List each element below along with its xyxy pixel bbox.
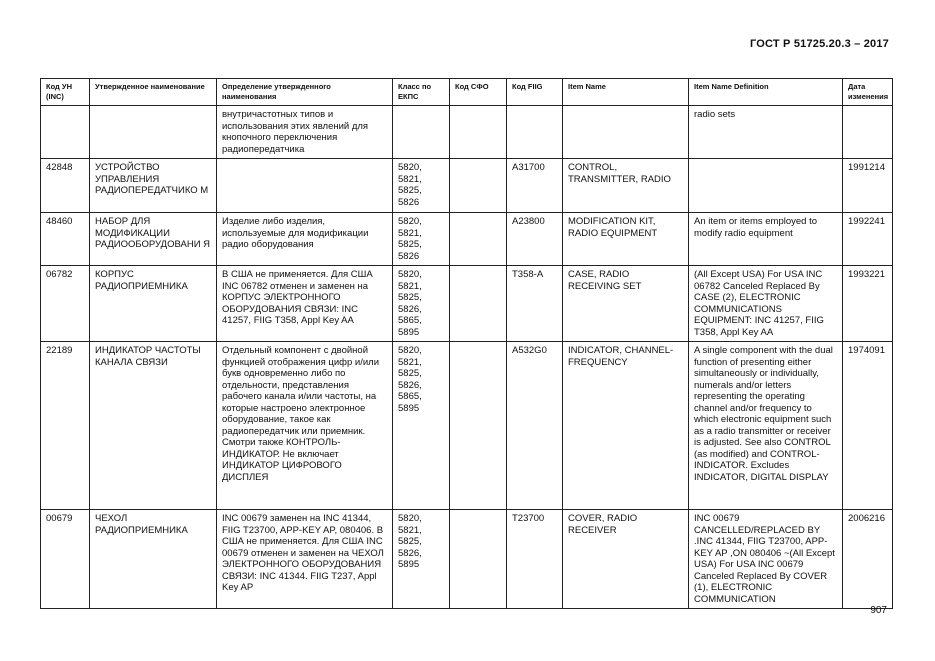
cell-item-name-definition: INC 00679 CANCELLED/REPLACED BY .INC 41344, FIIG T23700, APP-KEY AP ,ON 080406 ~(All Except USA) For USA INC 00679 Canceled Replaced By COVER (1), ELECTRONIC COMMUNICATION bbox=[689, 510, 843, 609]
cell-definition: В США не применяется. Для США INC 06782 отменен и заменен на КОРПУС ЭЛЕКТРОННОГО ОБОРУДОВАНИЯ СВЯЗИ: INC 41257, FIIG T358, Appl Key AA bbox=[217, 266, 393, 342]
header-item-name: Item Name bbox=[563, 79, 689, 106]
cell-definition: внутричастотных типов и использования этих явлений для кнопочного переключения радиопередатчика bbox=[217, 106, 393, 159]
cell-approved-name: ЧЕХОЛ РАДИОПРИЕМНИКА bbox=[90, 510, 217, 609]
cell-fiig-code: T358-A bbox=[507, 266, 563, 342]
cell-sfo-code bbox=[450, 510, 507, 609]
cell-sfo-code bbox=[450, 213, 507, 266]
table-row bbox=[41, 510, 893, 609]
cell-ekps-class: 5820, 5821, 5825, 5826 bbox=[393, 213, 450, 266]
cell-inc-code: 22189 bbox=[41, 342, 90, 510]
cell-inc-code: 06782 bbox=[41, 266, 90, 342]
cell-item-name-definition: An item or items employed to modify radio equipment bbox=[689, 213, 843, 266]
cell-definition: INC 00679 заменен на INC 41344, FIIG T23700, APP-KEY AP, 080406. В США не применяется. Для США INC 00679 отменен и заменен на ЧЕХОЛ ЭЛЕКТРОННОГО ОБОРУДОВАНИЯ СВЯЗИ: INC 41344. FIIG T237, Appl Key AP bbox=[217, 510, 393, 609]
cell-ekps-class bbox=[393, 106, 450, 159]
page-number: 907 bbox=[870, 605, 887, 616]
cell-approved-name: НАБОР ДЛЯ МОДИФИКАЦИИ РАДИООБОРУДОВАНИ Я bbox=[90, 213, 217, 266]
cell-item-name: CONTROL, TRANSMITTER, RADIO bbox=[563, 159, 689, 213]
cell-change-date: 1992241 bbox=[843, 213, 893, 266]
cell-item-name: CASE, RADIO RECEIVING SET bbox=[563, 266, 689, 342]
cell-inc-code: 00679 bbox=[41, 510, 90, 609]
cell-item-name: COVER, RADIO RECEIVER bbox=[563, 510, 689, 609]
header-fiig-code: Код FIIG bbox=[507, 79, 563, 106]
cell-item-name bbox=[563, 106, 689, 159]
table-row bbox=[41, 213, 893, 266]
cell-item-name-definition: (All Except USA) For USA INC 06782 Canceled Replaced By CASE (2), ELECTRONIC COMMUNICATIONS EQUIPMENT: INC 41257, FIIG T358, Appl Key AA bbox=[689, 266, 843, 342]
cell-ekps-class: 5820, 5821, 5825, 5826, 5895 bbox=[393, 510, 450, 609]
cell-inc-code: 48460 bbox=[41, 213, 90, 266]
classification-table bbox=[40, 78, 893, 609]
cell-fiig-code: A532G0 bbox=[507, 342, 563, 510]
cell-item-name: INDICATOR, CHANNEL-FREQUENCY bbox=[563, 342, 689, 510]
header-row bbox=[41, 79, 893, 106]
header-sfo-code: Код СФО bbox=[450, 79, 507, 106]
cell-fiig-code bbox=[507, 106, 563, 159]
cell-change-date: 1991214 bbox=[843, 159, 893, 213]
cell-approved-name bbox=[90, 106, 217, 159]
cell-item-name-definition bbox=[689, 159, 843, 213]
cell-definition: Изделие либо изделия, используемые для модификации радио оборудования bbox=[217, 213, 393, 266]
header-inc-code: Код УН (INC) bbox=[41, 79, 90, 106]
cell-ekps-class: 5820, 5821, 5825, 5826, 5865, 5895 bbox=[393, 342, 450, 510]
cell-change-date: 2006216 bbox=[843, 510, 893, 609]
cell-item-name-definition: A single component with the dual function of presenting either simultaneously or individually, numerals and/or letters representing the operating channel and/or frequency to which electronic equipment such as a radio transmitter or receiver is adjusted. See also CONTROL (as modified) and CONTROL-INDICATOR. Excludes INDICATOR, DIGITAL DISPLAY bbox=[689, 342, 843, 510]
header-item-name-definition: Item Name Definition bbox=[689, 79, 843, 106]
cell-sfo-code bbox=[450, 342, 507, 510]
cell-ekps-class: 5820, 5821, 5825, 5826, 5865, 5895 bbox=[393, 266, 450, 342]
cell-definition: Отдельный компонент с двойной функцией отображения цифр и/или букв одновременно либо по отдельности, представления рабочего канала и/или частоты, на которые настроено электронное оборудование, такое как радиопередатчик или приемник. Смотри также КОНТРОЛЬ-ИНДИКАТОР. Не включает ИНДИКАТОР ЦИФРОВОГО ДИСПЛЕЯ bbox=[217, 342, 393, 510]
cell-approved-name: ИНДИКАТОР ЧАСТОТЫ КАНАЛА СВЯЗИ bbox=[90, 342, 217, 510]
cell-approved-name: УСТРОЙСТВО УПРАВЛЕНИЯ РАДИОПЕРЕДАТЧИКО М bbox=[90, 159, 217, 213]
cell-inc-code bbox=[41, 106, 90, 159]
cell-fiig-code: A31700 bbox=[507, 159, 563, 213]
table-row bbox=[41, 266, 893, 342]
header-ekps-class: Класс по ЕКПС bbox=[393, 79, 450, 106]
header-approved-name: Утвержденное наименование bbox=[90, 79, 217, 106]
table-row bbox=[41, 159, 893, 213]
cell-inc-code: 42848 bbox=[41, 159, 90, 213]
header-change-date: Дата изменения bbox=[843, 79, 893, 106]
cell-definition bbox=[217, 159, 393, 213]
document-title: ГОСТ Р 51725.20.3 – 2017 bbox=[749, 38, 889, 50]
cell-ekps-class: 5820, 5821, 5825, 5826 bbox=[393, 159, 450, 213]
cell-change-date: 1993221 bbox=[843, 266, 893, 342]
cell-item-name: MODIFICATION KIT, RADIO EQUIPMENT bbox=[563, 213, 689, 266]
header-definition: Определение утвержденного наименования bbox=[217, 79, 393, 106]
table-row bbox=[41, 106, 893, 159]
cell-fiig-code: A23800 bbox=[507, 213, 563, 266]
table-row bbox=[41, 342, 893, 510]
cell-change-date: 1974091 bbox=[843, 342, 893, 510]
cell-item-name-definition: radio sets bbox=[689, 106, 843, 159]
cell-approved-name: КОРПУС РАДИОПРИЕМНИКА bbox=[90, 266, 217, 342]
cell-fiig-code: T23700 bbox=[507, 510, 563, 609]
cell-change-date bbox=[843, 106, 893, 159]
cell-sfo-code bbox=[450, 159, 507, 213]
cell-sfo-code bbox=[450, 266, 507, 342]
cell-sfo-code bbox=[450, 106, 507, 159]
